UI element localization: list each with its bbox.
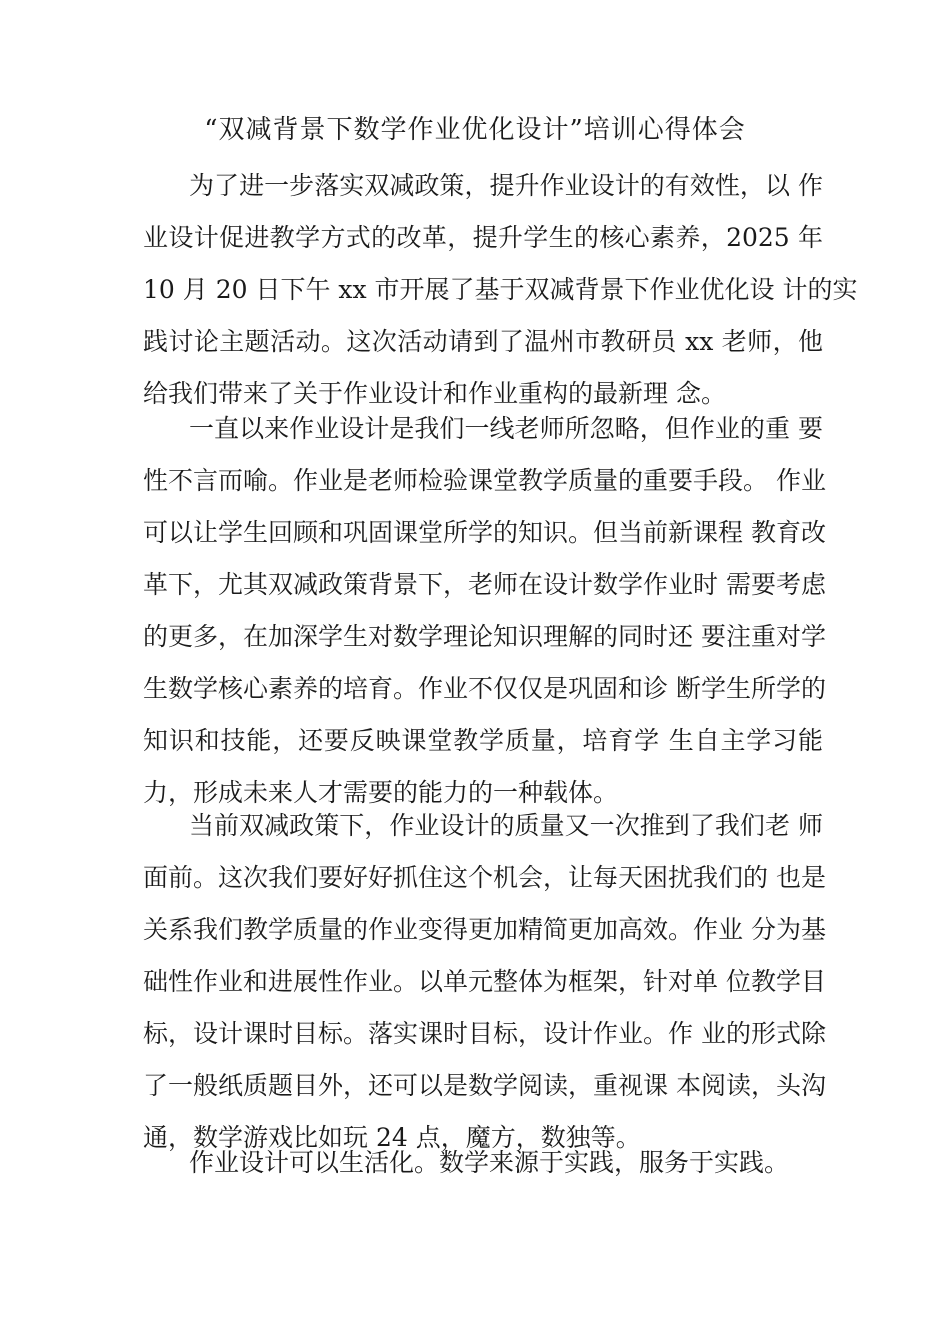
paragraph-line: 性不言而喻。作业是老师检验课堂教学质量的重要手段。 作业 [143, 466, 826, 495]
paragraph-line: 础性作业和进展性作业。以单元整体为框架，针对单 位教学目 [143, 967, 826, 996]
paragraph-line: 了一般纸质题目外，还可以是数学阅读，重视课 本阅读，头沟 [143, 1071, 826, 1100]
paragraph-line: 生数学核心素养的培育。作业不仅仅是巩固和诊 断学生所学的 [143, 674, 826, 703]
paragraph-line: 关系我们教学质量的作业变得更加精简更加高效。作业 分为基 [143, 915, 826, 944]
paragraph-line: 当前双减政策下，作业设计的质量又一次推到了我们老 师 [189, 811, 823, 840]
document-title: “双减背景下数学作业优化设计”培训心得体会 [204, 115, 746, 145]
paragraph-3 [143, 800, 826, 1164]
paragraph-line: 作业设计可以生活化。数学来源于实践，服务于实践。 [189, 1148, 790, 1177]
paragraph-line: 可以让学生回顾和巩固课堂所学的知识。但当前新课程 教育改 [143, 518, 826, 547]
paragraph-line: 给我们带来了关于作业设计和作业重构的最新理 念。 [143, 379, 726, 408]
paragraph-line: 革下，尤其双减政策背景下，老师在设计数学作业时 需要考虑 [143, 570, 826, 599]
paragraph-line: 通，数学游戏比如玩 24 点，魔方，数独等。 [143, 1123, 641, 1152]
paragraph-line: 力，形成未来人才需要的能力的一种载体。 [143, 778, 619, 807]
paragraph-line: 践讨论主题活动。这次活动请到了温州市教研员 xx 老师，他 [143, 327, 823, 356]
paragraph-4 [143, 1140, 823, 1186]
paragraph-line: 业设计促进教学方式的改革，提升学生的核心素养，2025 年 [143, 223, 823, 252]
paragraph-line: 标，设计课时目标。落实课时目标，设计作业。作 业的形式除 [143, 1019, 826, 1048]
paragraph-2 [143, 403, 826, 819]
paragraph-line: 的更多，在加深学生对数学理论知识理解的同时还 要注重对学 [143, 622, 826, 651]
paragraph-line: 一直以来作业设计是我们一线老师所忽略，但作业的重 要 [189, 414, 823, 443]
paragraph-line: 为了进一步落实双减政策，提升作业设计的有效性，以 作 [189, 171, 823, 200]
paragraph-1 [143, 160, 858, 420]
paragraph-line: 面前。这次我们要好好抓住这个机会，让每天困扰我们的 也是 [143, 863, 826, 892]
paragraph-line: 10 月 20 日下午 xx 市开展了基于双减背景下作业优化设 计的实 [143, 275, 858, 304]
paragraph-line: 知识和技能，还要反映课堂教学质量，培育学 生自主学习能 [143, 726, 823, 755]
